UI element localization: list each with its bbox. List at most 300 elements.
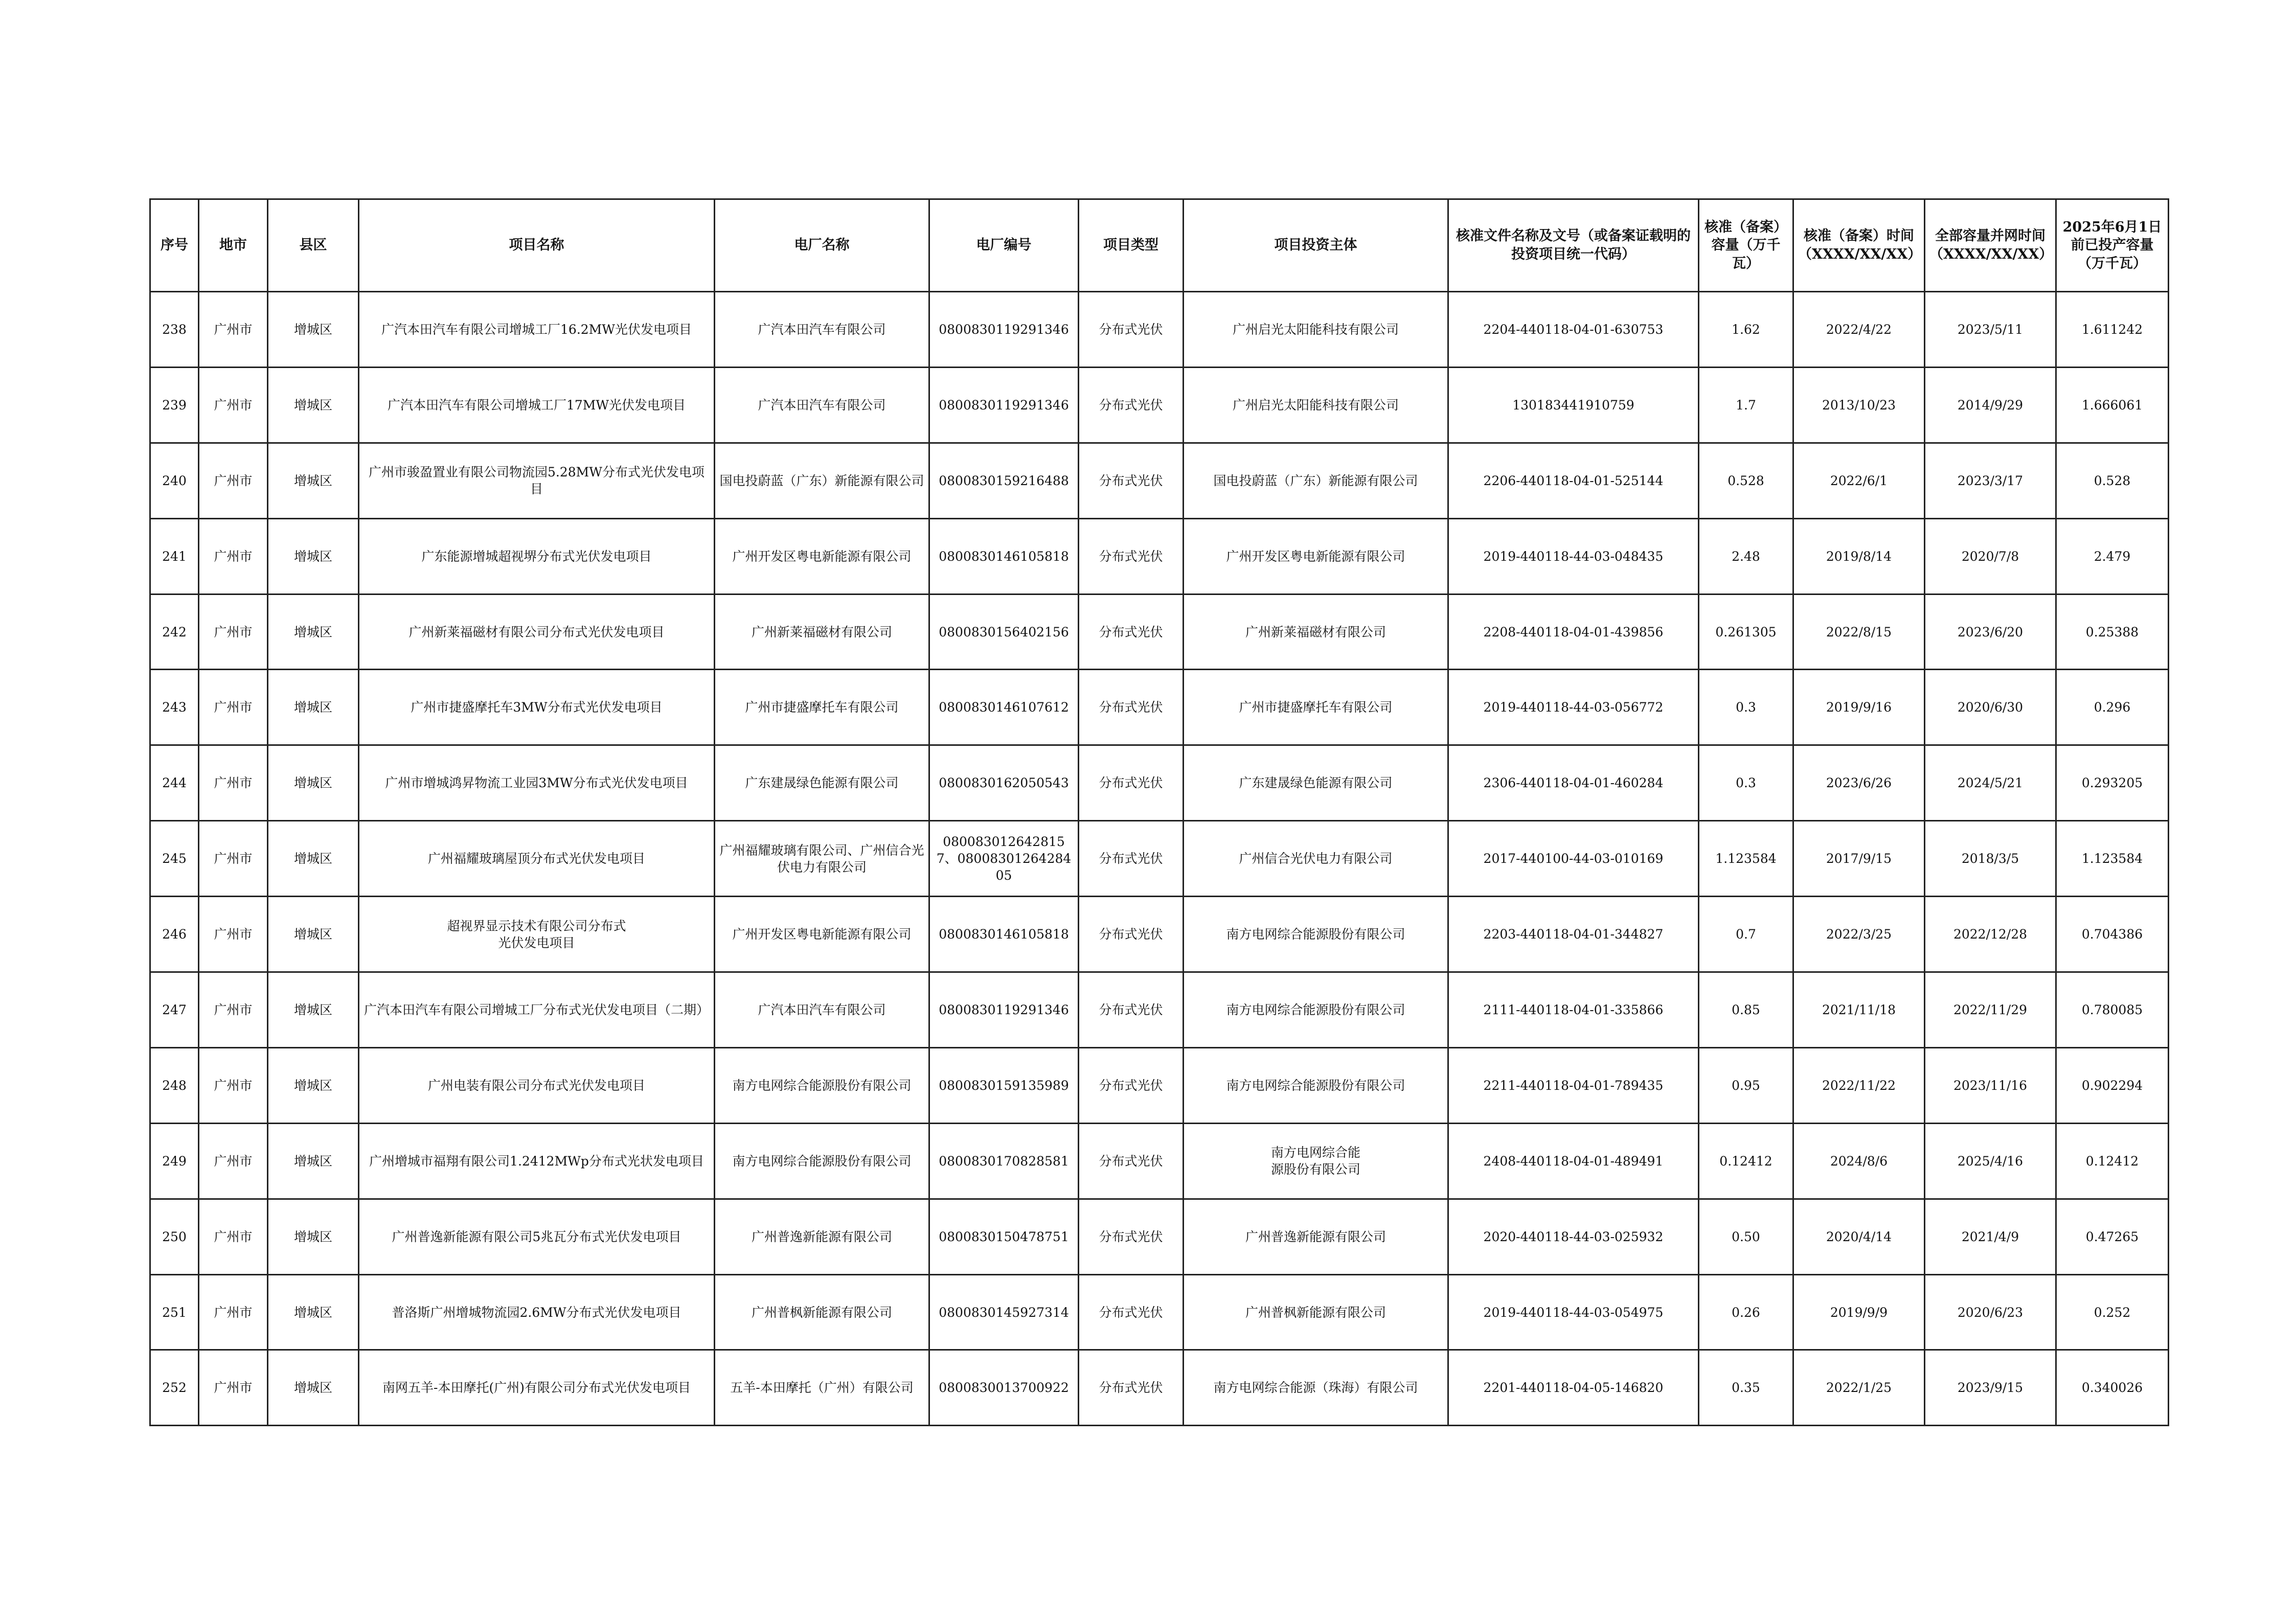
cell-approval-code-text: 2208-440118-04-01-439856 (1483, 624, 1664, 639)
cell-approval-code-text: 2206-440118-04-01-525144 (1483, 473, 1664, 488)
cell-index-text: 249 (162, 1153, 187, 1169)
cell-district (268, 367, 359, 443)
cell-approved-capacity-text: 0.26 (1732, 1305, 1760, 1320)
cell-plant-name (715, 1047, 929, 1123)
cell-investor (1184, 1274, 1448, 1350)
cell-index (150, 1047, 199, 1123)
cell-approved-capacity (1699, 292, 1793, 368)
cell-project-type (1079, 1199, 1184, 1274)
cell-plant-name (715, 518, 929, 594)
cell-project-type (1079, 367, 1184, 443)
cell-investor (1184, 1123, 1448, 1199)
cell-plant-id (929, 1199, 1079, 1274)
cell-index-text: 250 (162, 1229, 187, 1244)
cell-project-name (359, 972, 715, 1048)
cell-approved-capacity (1699, 1123, 1793, 1199)
cell-plant-id-text: 0800830159216488 (939, 473, 1069, 488)
cell-project-type-text: 分布式光伏 (1099, 1002, 1163, 1017)
cell-approval-date-text: 2019/9/16 (1826, 700, 1892, 715)
cell-project-type-text: 分布式光伏 (1099, 397, 1163, 413)
cell-plant-id (929, 594, 1079, 670)
cell-project-name (359, 1274, 715, 1350)
project-table (149, 198, 2169, 1426)
cell-plant-name-text: 国电投蔚蓝（广东）新能源有限公司 (719, 473, 924, 488)
header-city: 地市 (199, 199, 268, 292)
cell-approval-date (1793, 1047, 1925, 1123)
cell-project-name-text: 广州电装有限公司分布式光伏发电项目 (427, 1078, 645, 1093)
cell-grid-date (1925, 897, 2056, 972)
cell-city (199, 1274, 268, 1350)
header-project-name: 项目名称 (359, 199, 715, 292)
cell-approved-capacity-text: 1.62 (1732, 322, 1760, 337)
cell-plant-id-text: 0800830146105818 (939, 927, 1069, 942)
cell-installed-capacity (2056, 1123, 2169, 1199)
cell-approval-code (1448, 972, 1699, 1048)
cell-project-type (1079, 1123, 1184, 1199)
cell-approval-date-text: 2019/8/14 (1826, 549, 1892, 564)
cell-project-name-text: 广汽本田汽车有限公司增城工厂16.2MW光伏发电项目 (381, 322, 692, 337)
cell-project-type-text: 分布式光伏 (1099, 624, 1163, 639)
cell-investor (1184, 1199, 1448, 1274)
table-row (150, 897, 2169, 972)
cell-investor-text: 广州启光太阳能科技有限公司 (1232, 397, 1399, 413)
cell-approval-code (1448, 1199, 1699, 1274)
cell-investor (1184, 745, 1448, 821)
cell-plant-id (929, 367, 1079, 443)
cell-district (268, 292, 359, 368)
table-row (150, 821, 2169, 897)
cell-district-text: 增城区 (293, 1078, 332, 1093)
cell-approval-date (1793, 1123, 1925, 1199)
cell-city-text: 广州市 (214, 927, 253, 942)
cell-grid-date (1925, 594, 2056, 670)
table-row (150, 367, 2169, 443)
cell-plant-id (929, 292, 1079, 368)
cell-approval-code (1448, 292, 1699, 368)
cell-index (150, 1274, 199, 1350)
cell-approved-capacity (1699, 1274, 1793, 1350)
cell-approval-date (1793, 1274, 1925, 1350)
cell-approval-date (1793, 594, 1925, 670)
cell-approval-code-text: 2203-440118-04-01-344827 (1483, 927, 1664, 942)
cell-project-type (1079, 745, 1184, 821)
cell-approval-date (1793, 897, 1925, 972)
cell-investor (1184, 972, 1448, 1048)
cell-district (268, 443, 359, 518)
cell-city-text: 广州市 (214, 1153, 253, 1169)
cell-approval-code (1448, 1123, 1699, 1199)
cell-city-text: 广州市 (214, 1305, 253, 1320)
cell-plant-id (929, 1350, 1079, 1426)
cell-project-name (359, 745, 715, 821)
cell-investor-text: 广州普逸新能源有限公司 (1245, 1229, 1386, 1244)
cell-project-name (359, 367, 715, 443)
cell-project-name (359, 518, 715, 594)
cell-city (199, 443, 268, 518)
cell-project-type (1079, 594, 1184, 670)
cell-project-name-text: 超视界显示技术有限公司分布式 光伏发电项目 (447, 918, 626, 950)
cell-investor-text: 广州普枫新能源有限公司 (1245, 1305, 1386, 1320)
cell-index-text: 251 (162, 1305, 187, 1320)
cell-district-text: 增城区 (293, 927, 332, 942)
cell-grid-date (1925, 443, 2056, 518)
cell-project-type (1079, 1274, 1184, 1350)
cell-installed-capacity-text: 0.780085 (2081, 1002, 2143, 1017)
cell-approval-code (1448, 1274, 1699, 1350)
cell-investor (1184, 367, 1448, 443)
cell-grid-date (1925, 518, 2056, 594)
cell-plant-id (929, 897, 1079, 972)
cell-approval-code (1448, 670, 1699, 745)
cell-grid-date (1925, 1274, 2056, 1350)
cell-investor (1184, 443, 1448, 518)
cell-plant-name (715, 1350, 929, 1426)
cell-project-name (359, 1199, 715, 1274)
cell-project-name-text: 广州新莱福磁材有限公司分布式光伏发电项目 (408, 624, 665, 639)
cell-grid-date (1925, 821, 2056, 897)
header-row (150, 199, 2169, 292)
cell-project-name-text: 广州福耀玻璃屋顶分布式光伏发电项目 (427, 851, 645, 866)
cell-grid-date-text: 2024/5/21 (1957, 775, 2024, 791)
cell-approval-date-text: 2022/3/25 (1826, 927, 1892, 942)
header-plant-id: 电厂编号 (929, 199, 1079, 292)
cell-grid-date (1925, 1350, 2056, 1426)
cell-approval-code (1448, 1047, 1699, 1123)
cell-approval-date (1793, 443, 1925, 518)
cell-district-text: 增城区 (293, 397, 332, 413)
cell-project-name (359, 670, 715, 745)
cell-project-name-text: 广州增城市福翔有限公司1.2412MWp分布式光状发电项目 (369, 1153, 704, 1169)
cell-approved-capacity-text: 0.95 (1732, 1078, 1760, 1093)
cell-city (199, 972, 268, 1048)
cell-grid-date-text: 2023/3/17 (1957, 473, 2024, 488)
cell-grid-date (1925, 292, 2056, 368)
cell-project-type (1079, 1047, 1184, 1123)
cell-installed-capacity (2056, 518, 2169, 594)
cell-index-text: 238 (162, 322, 187, 337)
cell-investor (1184, 670, 1448, 745)
header-grid-date: 全部容量并网时间（XXXX/XX/XX） (1925, 199, 2056, 292)
cell-district-text: 增城区 (293, 1153, 332, 1169)
cell-project-type (1079, 821, 1184, 897)
cell-plant-name-text: 广汽本田汽车有限公司 (758, 322, 886, 337)
cell-city (199, 594, 268, 670)
cell-approval-code (1448, 1350, 1699, 1426)
cell-investor-text: 广州启光太阳能科技有限公司 (1232, 322, 1399, 337)
cell-approved-capacity (1699, 821, 1793, 897)
cell-grid-date-text: 2020/6/30 (1957, 700, 2024, 715)
table-row (150, 292, 2169, 368)
cell-project-name-text: 广汽本田汽车有限公司增城工厂17MW光伏发电项目 (387, 397, 686, 413)
cell-district-text: 增城区 (293, 851, 332, 866)
cell-approval-date-text: 2023/6/26 (1826, 775, 1892, 791)
cell-approval-code (1448, 821, 1699, 897)
cell-district (268, 1123, 359, 1199)
cell-approved-capacity-text: 0.3 (1736, 775, 1756, 791)
cell-installed-capacity-text: 0.47265 (2085, 1229, 2139, 1244)
cell-project-type-text: 分布式光伏 (1099, 549, 1163, 564)
cell-installed-capacity (2056, 745, 2169, 821)
cell-city-text: 广州市 (214, 1002, 253, 1017)
cell-plant-id (929, 972, 1079, 1048)
cell-project-name-text: 广汽本田汽车有限公司增城工厂分布式光伏发电项目（二期） (363, 1002, 709, 1017)
cell-installed-capacity (2056, 292, 2169, 368)
cell-approval-code-text: 2201-440118-04-05-146820 (1483, 1380, 1664, 1396)
cell-project-name-text: 广东能源增城超视堺分布式光伏发电项目 (421, 549, 652, 564)
cell-approval-code-text: 2204-440118-04-01-630753 (1483, 322, 1664, 337)
cell-district-text: 增城区 (293, 1305, 332, 1320)
cell-approval-code-text: 2020-440118-44-03-025932 (1483, 1229, 1664, 1244)
cell-installed-capacity (2056, 367, 2169, 443)
cell-approved-capacity (1699, 1047, 1793, 1123)
cell-plant-name (715, 367, 929, 443)
cell-approval-code-text: 2306-440118-04-01-460284 (1483, 775, 1664, 791)
cell-plant-name (715, 594, 929, 670)
cell-installed-capacity-text: 0.296 (2094, 700, 2131, 715)
cell-project-type (1079, 518, 1184, 594)
cell-index (150, 518, 199, 594)
cell-plant-name (715, 1199, 929, 1274)
cell-plant-id-text: 0800830156402156 (939, 624, 1069, 639)
cell-installed-capacity (2056, 443, 2169, 518)
table-row (150, 518, 2169, 594)
table-row (150, 443, 2169, 518)
cell-grid-date-text: 2022/11/29 (1953, 1002, 2028, 1017)
cell-city (199, 745, 268, 821)
cell-plant-name-text: 广州福耀玻璃有限公司、广州信合光伏电力有限公司 (719, 842, 924, 875)
cell-approval-date (1793, 972, 1925, 1048)
header-district: 县区 (268, 199, 359, 292)
cell-plant-id (929, 1274, 1079, 1350)
cell-plant-name (715, 745, 929, 821)
cell-city-text: 广州市 (214, 1380, 253, 1396)
cell-investor (1184, 897, 1448, 972)
cell-investor (1184, 518, 1448, 594)
cell-district (268, 594, 359, 670)
header-installed-capacity: 2025年6月1日前已投产容量（万千瓦） (2056, 199, 2169, 292)
cell-grid-date-text: 2023/9/15 (1957, 1380, 2024, 1396)
cell-project-type-text: 分布式光伏 (1099, 700, 1163, 715)
cell-grid-date-text: 2018/3/5 (1961, 851, 2019, 866)
cell-plant-name (715, 292, 929, 368)
cell-approval-date-text: 2020/4/14 (1826, 1229, 1892, 1244)
cell-plant-name-text: 广汽本田汽车有限公司 (758, 397, 886, 413)
cell-approved-capacity-text: 1.7 (1736, 397, 1756, 413)
cell-approved-capacity-text: 0.12412 (1719, 1153, 1772, 1169)
cell-approval-code (1448, 443, 1699, 518)
table-row (150, 745, 2169, 821)
cell-district-text: 增城区 (293, 775, 332, 791)
cell-grid-date-text: 2022/12/28 (1953, 927, 2028, 942)
cell-grid-date (1925, 1047, 2056, 1123)
cell-grid-date-text: 2023/11/16 (1953, 1078, 2028, 1093)
cell-project-name-text: 广州市捷盛摩托车3MW分布式光伏发电项目 (411, 700, 663, 715)
cell-grid-date-text: 2021/4/9 (1961, 1229, 2019, 1244)
cell-approval-date (1793, 367, 1925, 443)
header-plant-name: 电厂名称 (715, 199, 929, 292)
cell-project-type (1079, 897, 1184, 972)
cell-plant-name (715, 670, 929, 745)
cell-index (150, 1199, 199, 1274)
cell-plant-id (929, 745, 1079, 821)
cell-index (150, 897, 199, 972)
cell-city-text: 广州市 (214, 1229, 253, 1244)
cell-plant-name-text: 广州普枫新能源有限公司 (751, 1305, 892, 1320)
cell-project-type (1079, 443, 1184, 518)
cell-project-type-text: 分布式光伏 (1099, 927, 1163, 942)
cell-city-text: 广州市 (214, 322, 253, 337)
cell-city (199, 292, 268, 368)
cell-approval-date (1793, 745, 1925, 821)
cell-approval-code (1448, 518, 1699, 594)
cell-project-type (1079, 670, 1184, 745)
cell-plant-name (715, 897, 929, 972)
cell-district (268, 1047, 359, 1123)
cell-approval-date-text: 2024/8/6 (1830, 1153, 1888, 1169)
cell-investor-text: 南方电网综合能源股份有限公司 (1226, 1078, 1405, 1093)
cell-project-name-text: 广州市骏盈置业有限公司物流园5.28MW分布式光伏发电项目 (369, 465, 704, 497)
cell-plant-id-text: 0800830119291346 (939, 322, 1069, 337)
cell-project-type-text: 分布式光伏 (1099, 851, 1163, 866)
table-row (150, 1123, 2169, 1199)
cell-district-text: 增城区 (293, 1229, 332, 1244)
cell-plant-name-text: 广东建晟绿色能源有限公司 (745, 775, 899, 791)
cell-approval-date-text: 2022/1/25 (1826, 1380, 1892, 1396)
cell-approval-date-text: 2013/10/23 (1822, 397, 1896, 413)
cell-city-text: 广州市 (214, 624, 253, 639)
cell-plant-id-text: 0800830170828581 (939, 1153, 1069, 1169)
cell-index-text: 241 (162, 549, 187, 564)
cell-approved-capacity (1699, 367, 1793, 443)
cell-project-type-text: 分布式光伏 (1099, 1078, 1163, 1093)
cell-index-text: 239 (162, 397, 187, 413)
cell-approval-code (1448, 594, 1699, 670)
cell-approval-date-text: 2019/9/9 (1830, 1305, 1888, 1320)
cell-plant-name-text: 南方电网综合能源股份有限公司 (732, 1153, 912, 1169)
cell-installed-capacity-text: 1.611242 (2081, 322, 2143, 337)
cell-district (268, 518, 359, 594)
cell-plant-name-text: 南方电网综合能源股份有限公司 (732, 1078, 912, 1093)
cell-district-text: 增城区 (293, 473, 332, 488)
cell-installed-capacity-text: 1.666061 (2081, 397, 2143, 413)
cell-project-name (359, 1350, 715, 1426)
cell-plant-name (715, 972, 929, 1048)
cell-plant-id-text: 0800830119291346 (939, 1002, 1069, 1017)
cell-approved-capacity-text: 0.7 (1736, 927, 1756, 942)
cell-city-text: 广州市 (214, 700, 253, 715)
cell-plant-id (929, 1123, 1079, 1199)
cell-plant-name-text: 广州市捷盛摩托车有限公司 (745, 700, 899, 715)
cell-installed-capacity (2056, 821, 2169, 897)
cell-plant-name-text: 广汽本田汽车有限公司 (758, 1002, 886, 1017)
cell-installed-capacity-text: 0.252 (2094, 1305, 2131, 1320)
cell-grid-date-text: 2014/9/29 (1957, 397, 2024, 413)
cell-plant-id-text: 0800830145927314 (939, 1305, 1069, 1320)
cell-index-text: 248 (162, 1078, 187, 1093)
cell-investor-text: 广东建晟绿色能源有限公司 (1239, 775, 1393, 791)
cell-city (199, 367, 268, 443)
cell-investor (1184, 821, 1448, 897)
cell-installed-capacity-text: 0.902294 (2081, 1078, 2143, 1093)
cell-approved-capacity-text: 0.85 (1732, 1002, 1760, 1017)
cell-approval-code-text: 2019-440118-44-03-056772 (1483, 700, 1664, 715)
cell-approval-code (1448, 745, 1699, 821)
cell-index-text: 247 (162, 1002, 187, 1017)
cell-approval-date (1793, 821, 1925, 897)
cell-district-text: 增城区 (293, 700, 332, 715)
cell-grid-date-text: 2023/6/20 (1957, 624, 2024, 639)
cell-grid-date-text: 2025/4/16 (1957, 1153, 2024, 1169)
cell-approval-date-text: 2022/6/1 (1830, 473, 1888, 488)
cell-approval-code-text: 2408-440118-04-01-489491 (1483, 1153, 1664, 1169)
cell-investor (1184, 1350, 1448, 1426)
header-approved-capacity: 核准（备案）容量（万千瓦） (1699, 199, 1793, 292)
cell-installed-capacity (2056, 897, 2169, 972)
cell-installed-capacity (2056, 1350, 2169, 1426)
cell-plant-id-text: 0800830159135989 (939, 1078, 1069, 1093)
cell-approval-code-text: 2019-440118-44-03-054975 (1483, 1305, 1664, 1320)
cell-plant-id-text: 0800830126428157、0800830126428405 (936, 834, 1072, 883)
cell-approved-capacity (1699, 670, 1793, 745)
cell-city (199, 1350, 268, 1426)
cell-city-text: 广州市 (214, 851, 253, 866)
cell-approval-date (1793, 670, 1925, 745)
cell-district (268, 745, 359, 821)
cell-project-type (1079, 292, 1184, 368)
cell-grid-date-text: 2023/5/11 (1957, 322, 2024, 337)
cell-project-name-text: 南网五羊-本田摩托(广州)有限公司分布式光伏发电项目 (382, 1380, 691, 1396)
cell-district (268, 1350, 359, 1426)
cell-approved-capacity (1699, 594, 1793, 670)
cell-district (268, 897, 359, 972)
cell-project-name (359, 594, 715, 670)
cell-district (268, 972, 359, 1048)
cell-project-type-text: 分布式光伏 (1099, 322, 1163, 337)
cell-plant-id (929, 1047, 1079, 1123)
cell-plant-id (929, 821, 1079, 897)
cell-approval-date (1793, 518, 1925, 594)
cell-grid-date (1925, 745, 2056, 821)
table-row (150, 1047, 2169, 1123)
cell-project-name (359, 897, 715, 972)
cell-investor (1184, 594, 1448, 670)
cell-approval-date-text: 2022/4/22 (1826, 322, 1892, 337)
cell-index (150, 443, 199, 518)
cell-approved-capacity-text: 0.35 (1732, 1380, 1760, 1396)
cell-index-text: 252 (162, 1380, 187, 1396)
cell-investor-text: 广州开发区粤电新能源有限公司 (1226, 549, 1405, 564)
cell-plant-id-text: 0800830146107612 (939, 700, 1069, 715)
cell-project-type-text: 分布式光伏 (1099, 1153, 1163, 1169)
cell-index (150, 972, 199, 1048)
cell-plant-name-text: 广州开发区粤电新能源有限公司 (732, 549, 912, 564)
table-row (150, 972, 2169, 1048)
cell-approval-date-text: 2022/11/22 (1822, 1078, 1896, 1093)
cell-approval-code (1448, 897, 1699, 972)
cell-plant-name-text: 五羊-本田摩托（广州）有限公司 (730, 1380, 914, 1396)
cell-approved-capacity-text: 0.3 (1736, 700, 1756, 715)
table-row (150, 670, 2169, 745)
cell-installed-capacity-text: 2.479 (2094, 549, 2131, 564)
cell-district (268, 670, 359, 745)
cell-city (199, 670, 268, 745)
cell-approval-date (1793, 1199, 1925, 1274)
cell-plant-id-text: 0800830119291346 (939, 397, 1069, 413)
cell-city (199, 518, 268, 594)
cell-index (150, 745, 199, 821)
cell-installed-capacity-text: 0.704386 (2081, 927, 2143, 942)
cell-grid-date (1925, 670, 2056, 745)
